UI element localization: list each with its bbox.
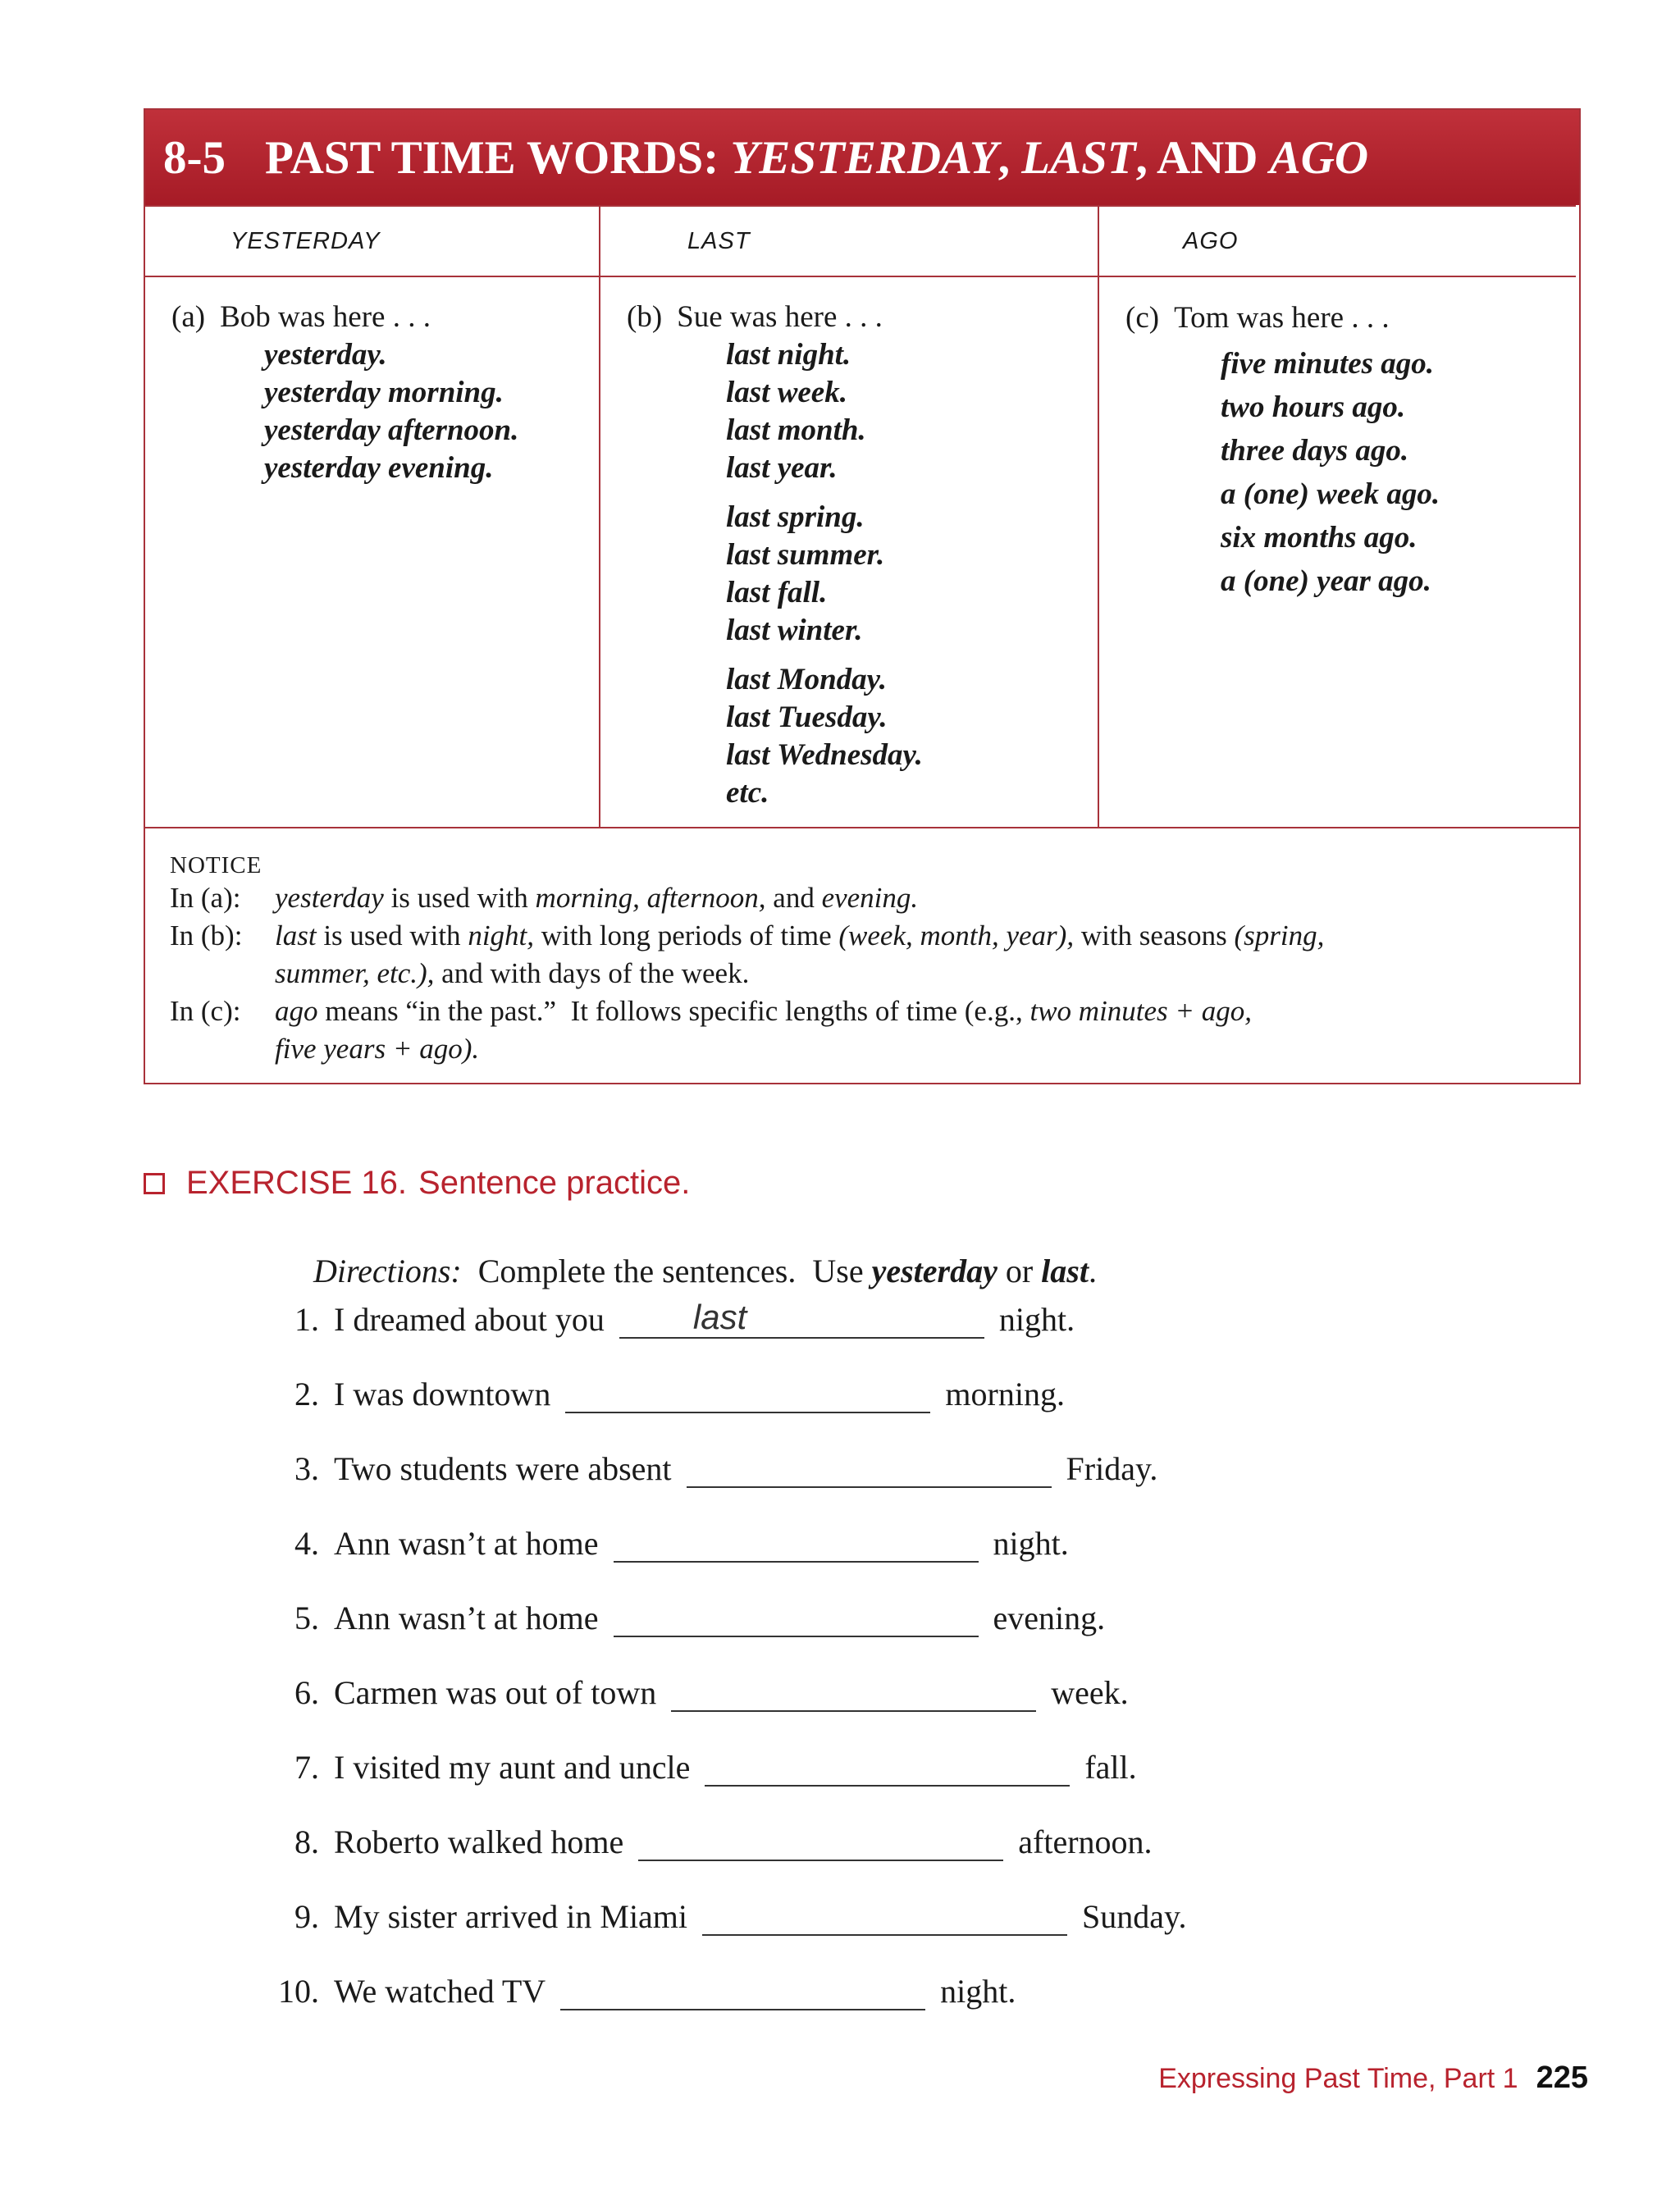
exercise-title	[144, 1165, 1097, 1202]
example-phrase: six months ago.	[1221, 521, 1418, 554]
answer-blank[interactable]	[560, 1973, 925, 2010]
notice-row-a: In (a): yesterday is used with morning, afternoon, and evening.	[170, 882, 919, 914]
example-phrase: a (one) year ago.	[1221, 564, 1431, 598]
exercise-items	[275, 1276, 1186, 2022]
column-ago	[1099, 205, 1576, 827]
example-phrase: last week.	[726, 376, 847, 409]
chart-title-text: PAST TIME WORDS: YESTERDAY, LAST, AND AGO	[264, 131, 1369, 184]
example-phrase: last spring.	[726, 500, 865, 534]
example-phrase: yesterday afternoon.	[264, 413, 519, 447]
example-intro: (c) Tom was here . . .	[1125, 301, 1390, 335]
example-phrase: yesterday morning.	[264, 376, 504, 409]
example-phrase: a (one) week ago.	[1221, 477, 1440, 511]
notice-box	[145, 827, 1579, 1083]
example-phrase: two hours ago.	[1221, 390, 1406, 424]
notice-row-c: In (c): ago means “in the past.” It follows specific lengths of time (e.g., two minutes + ago,	[170, 995, 1253, 1027]
grammar-chart	[144, 108, 1581, 1084]
column-body	[600, 277, 1098, 827]
answer-blank[interactable]	[565, 1376, 930, 1413]
chart-number: 8-5	[163, 131, 226, 184]
column-header: LAST	[600, 205, 1098, 277]
column-last	[600, 205, 1099, 827]
page-number: 225	[1536, 2060, 1588, 2095]
example-phrase: last Tuesday.	[726, 701, 888, 734]
example-phrase: last summer.	[726, 538, 885, 572]
answer-blank[interactable]	[702, 1898, 1067, 1936]
column-body	[1099, 277, 1576, 827]
exercise-directions: Directions: Complete the sentences. Use yesterday or last.	[313, 1253, 1097, 1289]
column-header: AGO	[1099, 205, 1576, 277]
notice-row-c-cont: five years + ago).	[275, 1033, 480, 1065]
answer-text: last	[692, 1298, 747, 1336]
answer-blank[interactable]	[705, 1749, 1070, 1787]
answer-blank[interactable]	[619, 1298, 984, 1339]
chart-columns	[145, 205, 1579, 827]
example-phrase: last night.	[726, 338, 851, 372]
answer-blank[interactable]	[614, 1600, 979, 1637]
chart-title	[145, 110, 1579, 205]
example-intro: (a) Bob was here . . .	[171, 300, 431, 334]
example-phrase: last Wednesday.	[726, 738, 923, 772]
example-phrase: three days ago.	[1221, 434, 1409, 468]
notice-row-b-cont: summer, etc.), and with days of the week.	[275, 957, 750, 989]
exercise-item: 3. Two students were absent Friday.	[294, 1450, 1158, 1487]
exercise-item: 2. I was downtown morning.	[294, 1376, 1065, 1412]
column-header: YESTERDAY	[145, 205, 599, 277]
exercise-item: 7. I visited my aunt and uncle fall.	[294, 1749, 1137, 1786]
exercise-item: 5. Ann wasn’t at home evening.	[294, 1600, 1106, 1636]
answer-blank[interactable]	[614, 1525, 979, 1563]
page-footer	[1158, 2060, 1588, 2096]
exercise-title-text: Sentence practice.	[418, 1165, 691, 1201]
exercise-item: 4. Ann wasn’t at home night.	[294, 1525, 1069, 1562]
example-phrase: five minutes ago.	[1221, 347, 1435, 381]
column-body	[145, 277, 599, 827]
example-phrase: last winter.	[726, 614, 863, 647]
notice-row-b: In (b): last is used with night, with long periods of time (week, month, year), with seasons (spring,	[170, 920, 1325, 952]
notice-title: NOTICE	[170, 852, 262, 879]
exercise-checkbox[interactable]	[144, 1173, 165, 1194]
exercise-item: 8. Roberto walked home afternoon.	[294, 1823, 1153, 1860]
exercise-item: 9. My sister arrived in Miami Sunday.	[294, 1898, 1187, 1935]
example-phrase: etc.	[726, 776, 769, 810]
answer-blank[interactable]	[638, 1823, 1003, 1861]
example-phrase: last year.	[726, 451, 838, 485]
exercise-item: 10. We watched TV night.	[278, 1973, 1016, 2010]
answer-blank[interactable]	[687, 1450, 1052, 1488]
example-phrase: last Monday.	[726, 663, 887, 696]
section-title: Expressing Past Time, Part 1	[1158, 2063, 1518, 2094]
example-phrase: yesterday evening.	[264, 451, 494, 485]
example-phrase: yesterday.	[264, 338, 387, 372]
answer-blank[interactable]	[671, 1674, 1036, 1712]
example-phrase: last fall.	[726, 576, 828, 609]
example-intro: (b) Sue was here . . .	[627, 300, 883, 334]
column-yesterday	[145, 205, 600, 827]
exercise-label: EXERCISE 16.	[186, 1165, 408, 1201]
exercise-item: 1. I dreamed about you last night.	[294, 1298, 1075, 1338]
exercise-item: 6. Carmen was out of town week.	[294, 1674, 1129, 1711]
example-phrase: last month.	[726, 413, 866, 447]
